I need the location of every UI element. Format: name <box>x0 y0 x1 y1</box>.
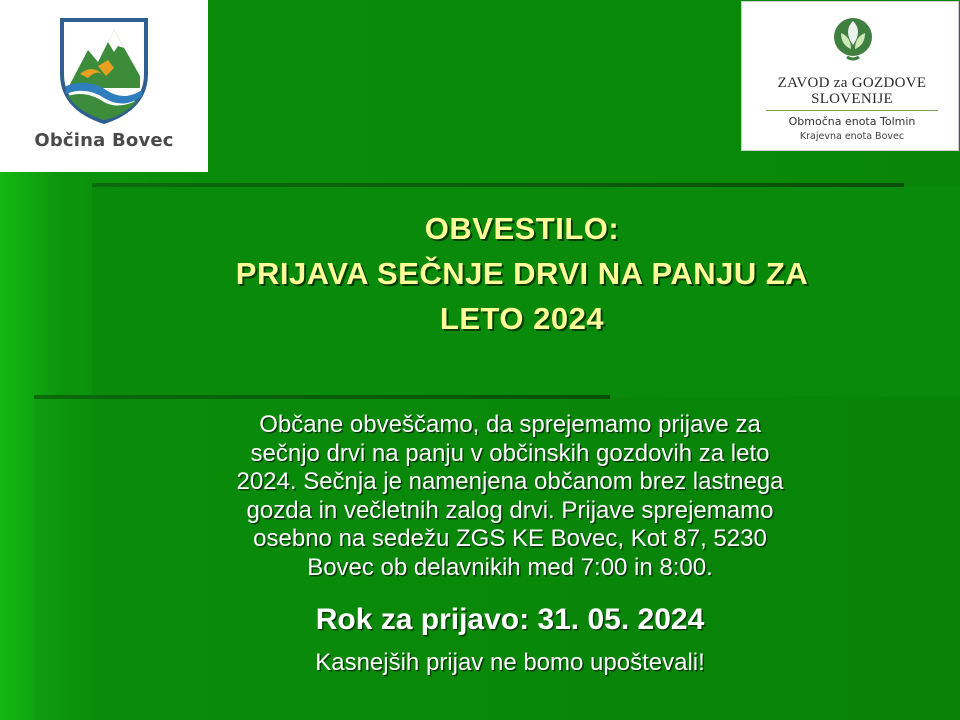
title-divider <box>92 183 904 187</box>
zgs-logo <box>741 1 959 151</box>
zgs-leaf-emblem-icon <box>833 15 873 65</box>
body-line: sečnjo drvi na panju v občinskih gozdovih za leto <box>250 439 770 467</box>
title-line-1: OBVESTILO: <box>424 211 620 246</box>
body-line: osebno na sedežu ZGS KE Bovec, Kot 87, 5230 <box>253 525 767 552</box>
zgs-divider <box>766 110 938 111</box>
body-line: gozda in večletnih zalog drvi. Prijave sprejemamo <box>246 496 774 524</box>
body-line: 2024. Sečnja je namenjena občanom brez lastnega <box>236 468 784 495</box>
zgs-subunit-label: Krajevna enota Bovec <box>799 131 905 142</box>
late-applications-note: Kasnejših prijav ne bomo upoštevali! <box>315 649 705 676</box>
title-line-3: LETO 2024 <box>439 301 605 336</box>
zgs-name-line2: SLOVENIJE <box>811 91 893 107</box>
body-line: Bovec ob delavnikih med 7:00 in 8:00. <box>307 553 713 581</box>
zgs-logo-panel <box>760 11 944 149</box>
title-line-2: PRIJAVA SEČNJE DRVI NA PANJU ZA <box>235 256 809 291</box>
zgs-unit-label: Območna enota Tolmin <box>788 115 916 128</box>
obcina-bovec-label: Občina Bovec <box>34 130 174 151</box>
slide-title <box>92 206 952 341</box>
zgs-name-line1: ZAVOD za GOZDOVE <box>777 75 927 91</box>
obcina-bovec-logo <box>0 0 208 172</box>
deadline-text: Rok za prijavo: 31. 05. 2024 <box>315 603 705 636</box>
body-line: Občane obveščamo, da sprejemamo prijave za <box>259 411 761 438</box>
notice-body <box>140 411 880 582</box>
body-divider <box>34 395 610 399</box>
bovec-coat-of-arms-icon <box>58 16 150 124</box>
